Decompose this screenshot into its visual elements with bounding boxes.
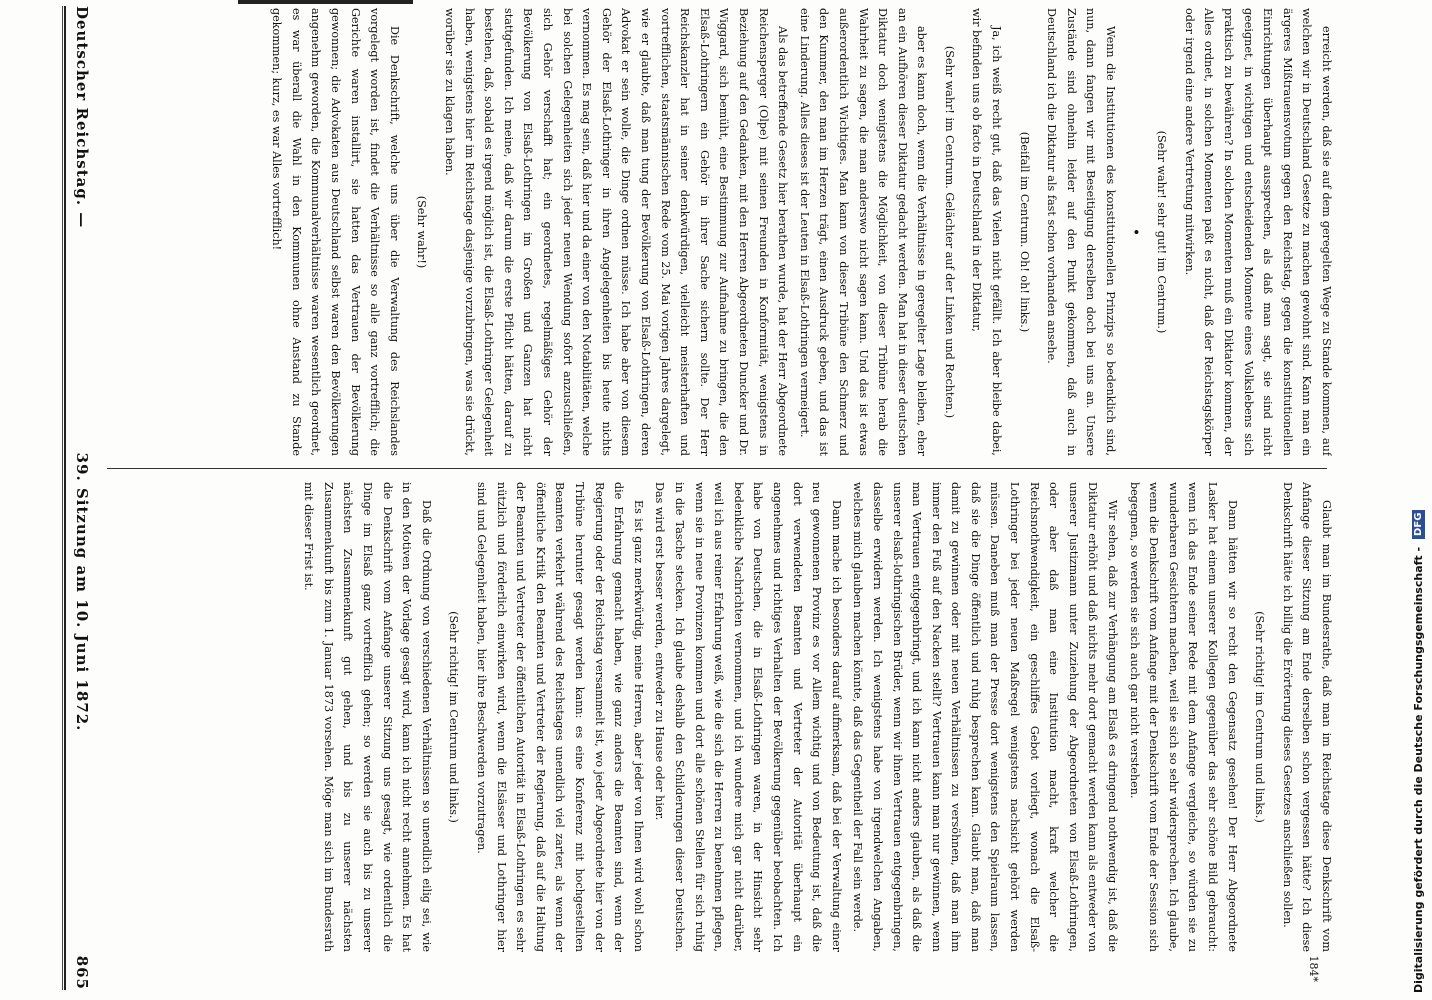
bullet-mark: • (1126, 227, 1143, 237)
applause-note: (Sehr wahr! im Centrum. Gelächter auf der Linken und Rechten.) (942, 45, 956, 419)
paragraph: Ja, ich weiß recht gut, daß das Vielen nicht gefällt. Ich aber bleibe dabei, wir befinden uns ob facto in Deutschland in der Diktatur, (970, 8, 1004, 456)
paragraph: Die Denkschrift, welche uns über die Verwaltung des Reichslandes vorgelegt worden ist, findet die Verhältnisse so alle ganz vortrefflich; die Gerichte waren installirt, sie hatten das Vertrauen der Bevölkerung gewonnen; die Advokaten aus Deutschland selbst waren den Bevölkerungen angenehm geworden, die Kommunalverhältnisse waren wesentlich geordnet, es war überall die Wahl in den Kommunen ohne Anstand zu Stande gekommen; kurz, es war Alles vortrefflich! (270, 8, 401, 456)
credit-text-rotated (1403, 8, 1432, 993)
page-header (69, 6, 95, 990)
paragraph: Als das betreffende Gesetz hier berathen wurde, hat der Herr Abgeordnete Reichensperger (Olpe) mit seinen Freunden in Konformität, wenigstens in Beziehung auf den Gedanken, mit den Herren Abgeordneten Duncker und Dr. Wiggard, sich bemüht, eine Bestimmung zur Aufnahme zu bringen, die den Elsaß-Lothringern ein Gehör in ihrer Sache sichern sollte. Der Herr Reichskanzler hat in seiner denkwürdigen, vielleicht meisterhaften und vortrefflichen, staatsmännischen Rede vom 25. Mai vorigen Jahres dargelegt, wie er glaubte, daß man tung der Bevölkerung von Elsaß-Lothringen, deren Advokat er sein wolle, die Dinge ordnen müsse. Ich habe aber von diesem Gehör der Elsaß-Lothringer in ihren Angelegenheiten bis heute nichts vernommen. Es mag sein, daß hier und da einer von den Notabilitäten, welche bei solchen Gelegenheiten sich jeder neuen Wendung sofort anzuschließen, sich Gehör verschafft hat; ein geordnetes, regelmäßiges Gehör der Bevölkerung von Elsaß-Lothringen im Großen und Ganzen hat nicht stattgefunden. Ich meine, daß wir darum die erste Pflicht hätten, darauf zu bestehen, daß, sobald es irgend möglich ist, die Elsaß-Lothringer Gelegenheit haben, wenigstens hier im Reichstage dasjenige vorzubringen, was sie drückt, worüber sie zu klagen haben. (443, 8, 790, 456)
paragraph: Dann mache ich besonders darauf aufmerksam, daß bei der Verwaltung einer neu gewonnenen Provinz es vor Allem wichtig und von Bedeutung ist, daß die dort verwendeten Beamten und Vertreter der Autorität überhaupt ein angenehmes und richtiges Verhalten der Bevölkerung gegenüber beobachten. Ich habe von Deutschen, die in Elsaß-Lothringen waren, in der Hinsicht sehr bedenkliche Nachrichten vernommen, und ich wundere mich gar nicht darüber, weil ich aus reiner Erfahrung weiß, wie die sich die Herren zu benehmen pflegen, wenn sie in neue Provinzen kommen und dort alle schönen Stellen für sich ruhig in die Tasche stecken. Ich glaube deshalb den Schilderungen dieser Deutschen. Das wird erst besser werden, entweder zu Hause oder hier. (653, 482, 843, 952)
header-rule (64, 6, 66, 990)
applause-note: (Beifall im Centrum. Oh! oh! links.) (1017, 131, 1031, 333)
applause-note: (Sehr wahr!) (415, 195, 429, 269)
column-right (106, 482, 1336, 952)
page-number: 865 (73, 955, 91, 990)
header-title: Deutscher Reichstag. — (73, 6, 91, 229)
paragraph: Daß die Ordnung von verschiedenen Verhältnissen so unendlich eilig sei, wie in den Motiven der Vorlage gesagt wird, kann ich nicht recht annehmen. Es hat die Denkschrift vom Anfange unserer Sitzung uns gesagt, wie ordentlich die Dinge im Elsaß ganz vortrefflich gehen; so werden sie auch bis zu unserer nächsten Zusammenkunft gut gehen, und bis zu unserer nächsten Zusammenkunft bis zum 1. Januar 1873 vorsehen. Möge man sich im Bundesrath mit dieser Frist ist. (302, 482, 433, 952)
paragraph: Glaubt man im Bundesrathe, daß man im Reichstage diese Denkschrift vom Anfange dieser Sitzung am Ende derselben schon vergessen hätte? Ich diese Denkschrift hätte ich billig die Erörterung dieses Gesetzes anschließen sollen. (1280, 482, 1333, 952)
column-left (106, 8, 1336, 456)
paragraph: Wenn die Institutionen des konstitutionellen Prinzips so bedenklich sind, nun, dann fangen wir mit Beseitigung derselben doch bei uns an. Unsere Zustände sind ohnehin leider auf den Punkt gekommen, daß auch in Deutschland ich die Diktatur als fast schon vorhanden ansehe. (1045, 8, 1118, 456)
paragraph: Wir sehen, daß zur Verhängung am Elsaß es dringend nothwendig ist, daß die Diktatur erhöht und daß nichts mehr dort gemacht werden kann als entweder von unserer Justizmann unter Zuziehung der Abgeordneten von Elsaß-Lothringen, oder aber daß man eine Institution macht, kraft welcher die Reichsnothwendigkeit, ein geschliffes Gebot vorliegt, wonach die Elsaß-Lothringer bei jeder neuen Maßregel wenigstens nachsicht gehört werden müssen. Daneben muß man der Presse dort wenigstens den Spielraum lassen, daß sie die Dinge öffentlich und ruhig besprechen kann. Glaubt man, daß man damit zu gewinnen oder mit neuen Verhältnissen zu versöhnen, daß man ihm immer den Fuß auf den Nacken stellt? Vertrauen kann man nur gewinnen, wenn man Vertrauen entgegenbringt, und ich kann nicht anders glauben, als daß die unserer elsaß-lothringischen Brüder, wenn wir ihnen Vertrauen entgegenbringen, dasselbe erwidern werden. Ich wenigstens habe von irgendwelchen Angaben, welches mich glauben machen könnte, daß das Gegentheil der Fall sein werde. (851, 482, 1120, 952)
header-session: 39. Sitzung am 10. Juni 1872. (73, 452, 91, 732)
applause-note: (Sehr wahr! sehr gut! im Centrum.) (1155, 130, 1169, 334)
paragraph: Dann hätten wir so recht den Gegensatz gesehen! Der Herr Abgeordnete Lasker hat einem unserer Kollegen gegenüber das sehr schöne Bild gebraucht: wenn ich das Ende seiner Rede mit dem Anfange vergleiche, so würden sie zu wunderbaren Gesichtern machen, weil sie sich so sehr widersprechen. Ich glaube, wenn die Denkschrift vom Anfange mit der Denkschrift vom Ende der Session sich begegnen, so werden sie sich auch gar nicht verstehen. (1127, 482, 1239, 952)
applause-note: (Sehr richtig! im Centrum und links.) (447, 611, 461, 823)
paragraph: aber es kann doch, wenn die Verhältnisse in geregelter Lage bleiben, eher an ein Aufhören dieser Diktatur gedacht werden. Man hat in dieser deutschen Diktatur doch wenigstens die Möglichkeit, von dieser Tribüne herab die Wahrheit zu sagen, die man anderswo nicht sagen kann. Und das ist etwas außerordentlich Wichtiges. Man kann von dieser Tribüne den Schmerz und den Kummer, den man im Herzen trägt, einen Ausdruck geben, und das ist eine Linderung. Alles dieses ist der Leuten in Elsaß-Lothringen vermeigert. (797, 8, 929, 456)
signature-mark: 184* (1307, 955, 1320, 982)
paragraph: erreicht werden, daß sie auf dem geregelten Wege zu Stande kommen, auf welchen wir in Deutschland Gesetze zu machen gewohnt sind. Kann man ein ärgeres Mißtrauensvotum gegen den Reichstag, gegen die konstitutionellen Einrichtungen überhaupt aussprechen, als daß man sagt, sie sind nicht geeignet, in wichtigen und entscheidenden Momente eines Volkslebens sich praktisch zu bewähren? In solchen Momenten muß ein Diktator kommen, der Alles ordnet, in solchen Momenten paßt es nicht, daß der Reichstagskörper oder irgend eine andere Vertretung mitwirken. (1182, 8, 1333, 456)
credit-text: Digitalisierung gefördert durch die Deutsche Forschungsgemeinschaft - (1411, 546, 1425, 993)
dfg-logo: DFG (1412, 510, 1425, 539)
scan-edge-mark (238, 0, 413, 4)
column-divider (107, 468, 1327, 469)
header-rule-thin (62, 6, 63, 990)
paragraph: Es ist ganz merkwürdig, meine Herren, aber jeder von Ihnen wird wohl schon die Erfahrung gemacht haben, wie ganz anders die Beamten sind, wenn der Regierung oder der Reichstag versammelt ist, wo jeder Abgeordnete hier von der Tribüne herunter gesagt werden kann: es eine Konferenz mit hochgestellten Beamten verkehrt während des Reichstages unendlich viel zarter, als wenn der öffentliche Kritik den Beamten und Vertreter der Regierung, daß auf die Haltung der Beamten und Vertreter der öffentlichen Autorität in Elsaß-Lothringen es sehr nützlich und förderlich einwirken wird, wenn die Elsässer und Lothringer hier sind und Gelegenheit haben, hier ihre Beschwerden vorzutragen. (475, 482, 645, 952)
digitization-credit (1403, 8, 1432, 993)
applause-note: (Sehr richtig! im Centrum und links.) (1253, 611, 1267, 823)
